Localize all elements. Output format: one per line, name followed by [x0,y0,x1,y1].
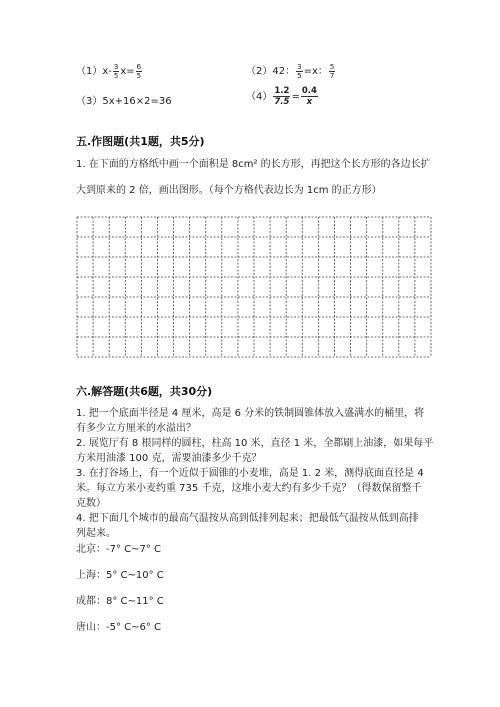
question-line: 列起来。 [76,528,116,539]
question-line: 3. 在打谷场上，有一个近似于圆锥的小麦堆，高是 1. 2 米，测得底面直径是 4 [76,468,424,479]
equation-3-text: 5x+16×2=36 [102,96,172,107]
question-line: 2. 展览厅有 8 根同样的圆柱，柱高 10 米，直径 1 米，全都刷上油漆，如果每平 [76,438,434,449]
question-line: 克数） [76,498,106,509]
equation-4-label: （4） [246,91,273,103]
city-temperature: 成都：8° C~11° C [76,596,164,607]
equation-1-label: （1） [76,66,103,77]
question-line: 米。每立方米小麦约重 735 千克，这堆小麦大约有多少千克？（得数保留整千 [76,483,422,494]
question-line: 4. 把下面几个城市的最高气温按从高到低排列起来；把最低气温按从低到高排 [76,513,419,524]
equation-1 [76,62,143,80]
equation-2-pre: 42： [272,66,296,77]
question-line: 1. 把一个底面半径是 4 厘米，高是 6 分米的铁制圆锥体放入盛满水的桶里，将 [76,408,425,419]
question-line: 方米用油漆 100 克，需要油漆多少千克？ [76,453,262,464]
equation-1-mid: x= [120,66,135,77]
fraction: $\frac{5}{7}$ [329,62,335,80]
equation-3 [76,92,172,107]
drawing-grid[interactable] [76,216,432,358]
fraction: $\frac{0.4}{x}$ [301,86,317,107]
equation-3-label: （3） [76,96,103,107]
question-line: 有多少立方厘米的水溢出？ [76,423,196,434]
equation-4 [246,86,319,107]
city-temperature: 上海：5° C~10° C [76,570,164,581]
fraction: $\frac{1.2}{7.5}$ [274,86,290,107]
equation-2-mid: =x： [303,66,328,77]
fraction: $\frac{3}{5}$ [297,62,302,80]
equation-1-pre: x- [102,66,112,77]
city-temperature: 北京：-7° C~7° C [76,544,162,555]
city-temperature: 唐山：-5° C~6° C [76,622,162,633]
fraction: $\frac{6}{5}$ [136,62,142,80]
fraction: $\frac{3}{5}$ [113,62,119,80]
equation-2 [246,62,336,80]
section-5-question-line: 大到原来的 2 倍，画出图形。（每个方格代表边长为 1cm 的正方形） [76,185,382,196]
section-6-title: 六.解答题(共6题，共30分) [76,385,213,398]
section-5-title: 五.作图题(共1题，共5分) [76,135,205,148]
equation-4-mid: = [291,91,300,103]
section-5-question-line: 1. 在下面的方格纸中画一个面积是 8cm² 的长方形，再把这个长方形的各边长扩 [76,159,431,170]
equation-2-label: （2） [246,66,273,77]
